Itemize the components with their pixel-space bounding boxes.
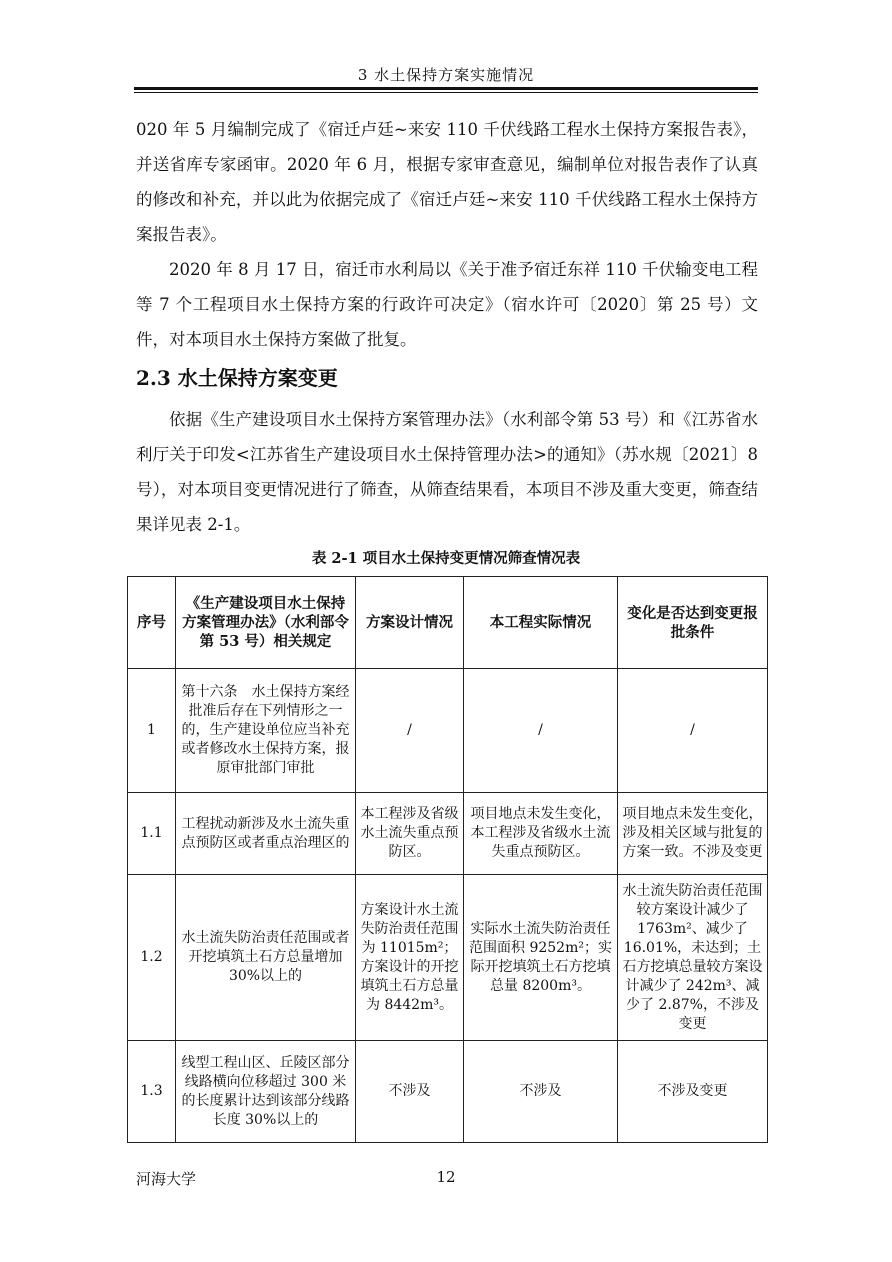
cell-actual: 项目地点未发生变化，本工程涉及省级水土流失重点预防区。	[464, 793, 618, 875]
cell-actual: /	[464, 669, 618, 793]
change-screening-table	[127, 576, 768, 1143]
cell-no: 1	[128, 669, 176, 793]
cell-no: 1.1	[128, 793, 176, 875]
paragraph-approval-history: 020 年 5 月编制完成了《宿迁卢廷~来安 110 千伏线路工程水土保持方案报告表》，并送省库专家函审。2020 年 6 月，根据专家审查意见，编制单位对报告表作了认真的修改和补充，并以此为依据完成了《宿迁卢廷~来安 110 千伏线路工程水土保持方案报告表》。	[136, 120, 758, 244]
header-rule: 《生产建设项目水土保持方案管理办法》（水利部令第 53 号）相关规定	[176, 577, 356, 669]
cell-approval: /	[618, 669, 768, 793]
cell-actual: 不涉及	[464, 1041, 618, 1143]
cell-rule: 线型工程山区、丘陵区部分线路横向位移超过 300 米的长度累计达到该部分线路长度 30%以上的	[176, 1041, 356, 1143]
cell-approval: 项目地点未发生变化，涉及相关区域与批复的方案一致。不涉及变更	[618, 793, 768, 875]
cell-design: /	[356, 669, 464, 793]
paragraph-change-basis: 依据《生产建设项目水土保持方案管理办法》（水利部令第 53 号）和《江苏省水利厅关于印发<江苏省生产建设项目水土保持管理办法>的通知》（苏水规〔2021〕8 号），对本项目变更情况进行了筛查，从筛查结果看，本项目不涉及重大变更，筛查结果详见表 2-1。	[136, 410, 758, 534]
header-design: 方案设计情况	[356, 577, 464, 669]
table-row	[128, 1041, 768, 1143]
cell-design: 方案设计水土流失防治责任范围为 11015m²；方案设计的开挖填筑土石方总量为 8442m³。	[356, 875, 464, 1041]
table-row	[128, 669, 768, 793]
section-heading: 2.3 水土保持方案变更	[136, 366, 338, 390]
running-header: 3 水土保持方案实施情况	[357, 66, 535, 84]
cell-rule: 水土流失防治责任范围或者开挖填筑土石方总量增加 30%以上的	[176, 875, 356, 1041]
header-approval: 变化是否达到变更报批条件	[618, 577, 768, 669]
cell-design: 不涉及	[356, 1041, 464, 1143]
page-number: 12	[436, 1168, 456, 1186]
table-caption: 表 2-1 项目水土保持变更情况筛查情况表	[311, 550, 581, 567]
cell-rule: 第十六条 水土保持方案经批准后存在下列情形之一的，生产建设单位应当补充或者修改水土保持方案，报原审批部门审批	[176, 669, 356, 793]
table-header-row	[128, 577, 768, 669]
header-rule-thin	[134, 92, 758, 93]
cell-no: 1.2	[128, 875, 176, 1041]
header-actual: 本工程实际情况	[464, 577, 618, 669]
header-no: 序号	[128, 577, 176, 669]
cell-actual: 实际水土流失防治责任范围面积 9252m²；实际开挖填筑土石方挖填总量 8200m³。	[464, 875, 618, 1041]
cell-design: 本工程涉及省级水土流失重点预防区。	[356, 793, 464, 875]
paragraph-approval-decision: 2020 年 8 月 17 日，宿迁市水利局以《关于准予宿迁东祥 110 千伏输变电工程等 7 个工程项目水土保持方案的行政许可决定》（宿水许可〔2020〕第 25 号）文件，对本项目水土保持方案做了批复。	[136, 260, 758, 349]
cell-no: 1.3	[128, 1041, 176, 1143]
table-row	[128, 793, 768, 875]
table-row	[128, 875, 768, 1041]
header-rule-thick	[134, 87, 758, 90]
cell-approval: 水土流失防治责任范围较方案设计减少了 1763m²、减少了 16.01%，未达到；土石方挖填总量较方案设计减少了 242m³、减少了 2.87%，不涉及变更	[618, 875, 768, 1041]
cell-rule: 工程扰动新涉及水土流失重点预防区或者重点治理区的	[176, 793, 356, 875]
cell-approval: 不涉及变更	[618, 1041, 768, 1143]
footer-institution: 河海大学	[136, 1170, 197, 1188]
